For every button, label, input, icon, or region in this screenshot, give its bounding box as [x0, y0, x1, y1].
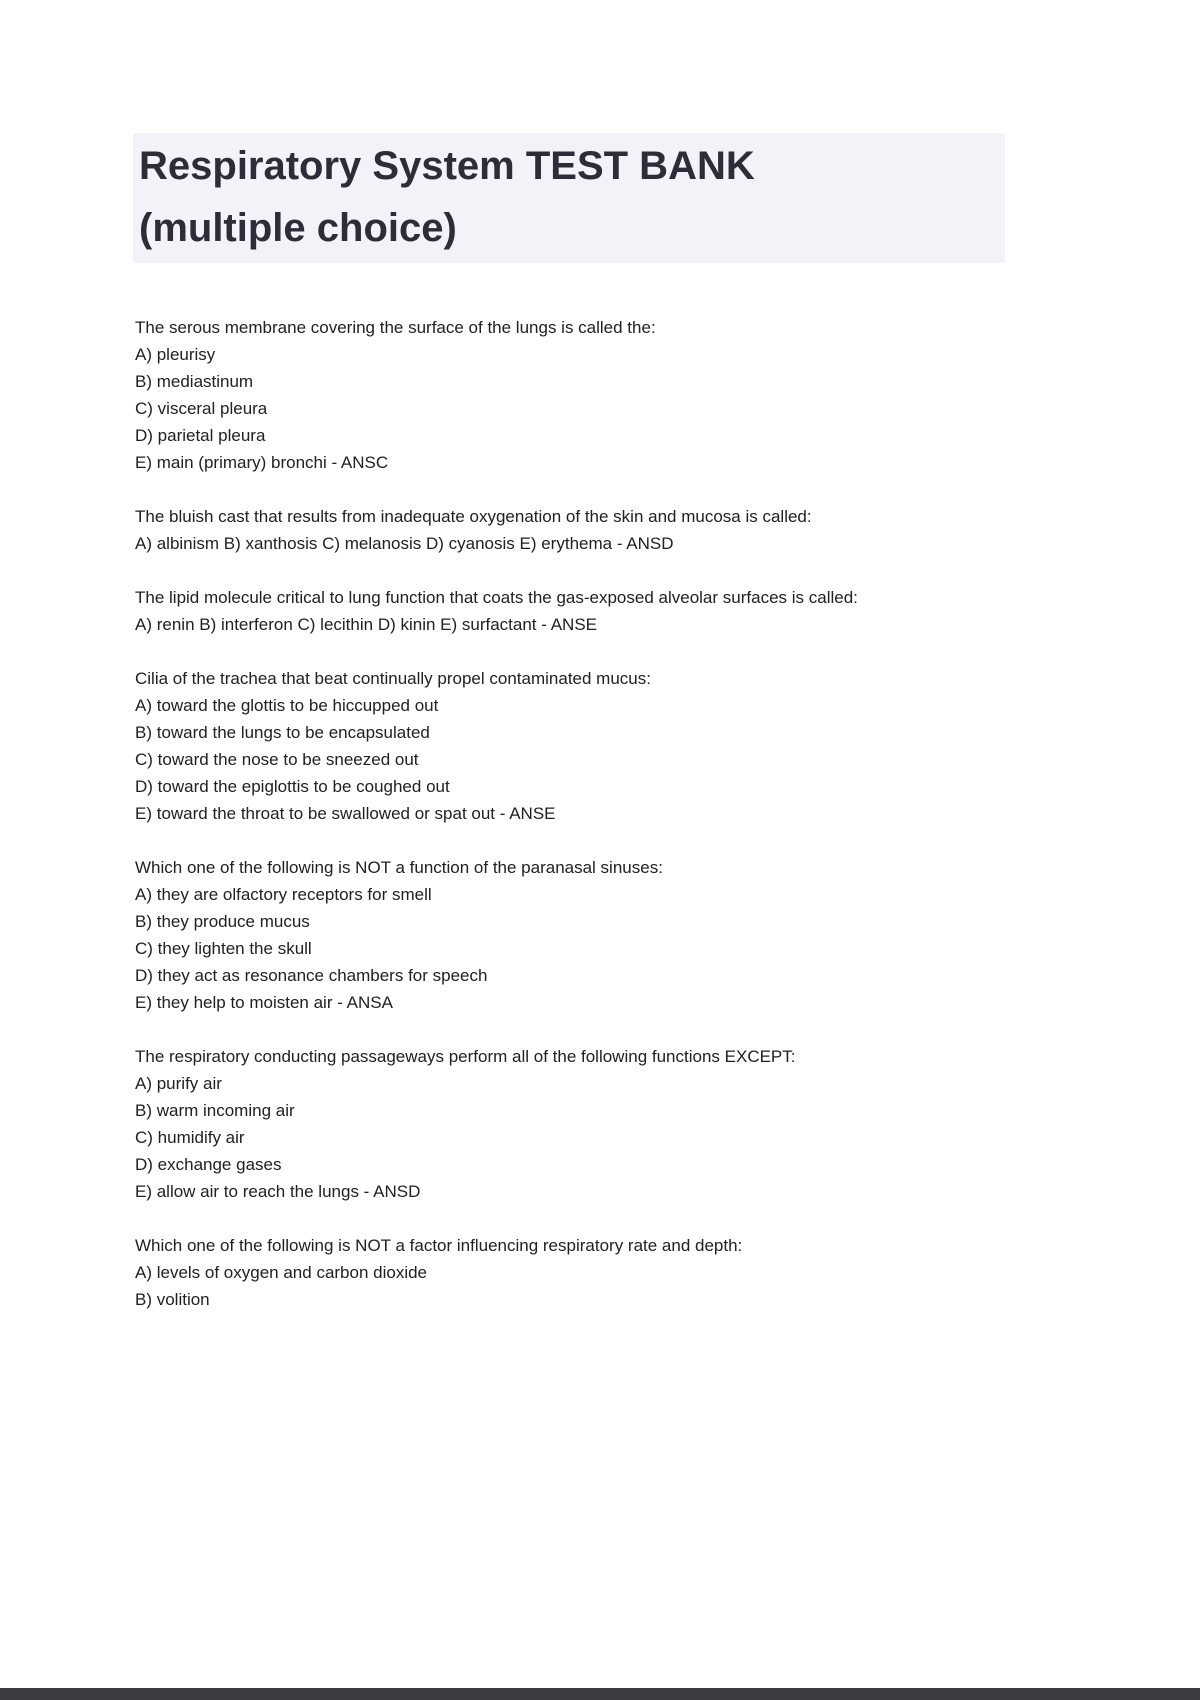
answer-option: A) pleurisy [135, 345, 216, 364]
answer-option: E) main (primary) bronchi - ANSC [135, 453, 389, 472]
answer-option: A) levels of oxygen and carbon dioxide [135, 1263, 428, 1282]
answer-option: E) toward the throat to be swallowed or spat out - ANSE [135, 804, 556, 823]
question-stem: Cilia of the trachea that beat continually propel contaminated mucus: [135, 669, 651, 688]
answer-option: E) they help to moisten air - ANSA [135, 993, 393, 1012]
answer-option: B) toward the lungs to be encapsulated [135, 723, 430, 742]
answer-option: E) allow air to reach the lungs - ANSD [135, 1182, 421, 1201]
answer-option: C) they lighten the skull [135, 939, 312, 958]
question-block [135, 854, 1065, 1016]
answer-option: B) mediastinum [135, 372, 254, 391]
question-stem: The serous membrane covering the surface of the lungs is called the: [135, 318, 656, 337]
question-block [135, 1043, 1065, 1205]
question-stem: Which one of the following is NOT a factor influencing respiratory rate and depth: [135, 1236, 743, 1255]
answer-option: C) visceral pleura [135, 399, 268, 418]
document-title-line-2: (multiple choice) [139, 206, 457, 250]
answer-option: C) toward the nose to be sneezed out [135, 750, 419, 769]
question-stem: Which one of the following is NOT a function of the paranasal sinuses: [135, 858, 663, 877]
question-block [135, 584, 1065, 638]
question-stem: The bluish cast that results from inadequate oxygenation of the skin and mucosa is called: [135, 507, 812, 526]
answer-option: C) humidify air [135, 1128, 245, 1147]
question-block [135, 314, 1065, 476]
question-block [135, 1232, 1065, 1313]
document-title-box [133, 133, 1005, 263]
answer-option: D) parietal pleura [135, 426, 266, 445]
answer-option: D) toward the epiglottis to be coughed out [135, 777, 450, 796]
answer-option: A) albinism B) xanthosis C) melanosis D) cyanosis E) erythema - ANSD [135, 534, 674, 553]
answer-option: D) they act as resonance chambers for speech [135, 966, 488, 985]
answer-option: A) they are olfactory receptors for smell [135, 885, 432, 904]
question-block [135, 503, 1065, 557]
answer-option: A) toward the glottis to be hiccupped out [135, 696, 439, 715]
question-stem: The lipid molecule critical to lung function that coats the gas-exposed alveolar surfaces is called: [135, 588, 858, 607]
questions-container [135, 314, 1065, 1340]
bottom-bar [0, 1688, 1200, 1700]
answer-option: A) purify air [135, 1074, 222, 1093]
answer-option: B) volition [135, 1290, 210, 1309]
question-stem: The respiratory conducting passageways perform all of the following functions EXCEPT: [135, 1047, 796, 1066]
answer-option: B) warm incoming air [135, 1101, 295, 1120]
answer-option: A) renin B) interferon C) lecithin D) kinin E) surfactant - ANSE [135, 615, 597, 634]
question-block [135, 665, 1065, 827]
answer-option: D) exchange gases [135, 1155, 282, 1174]
answer-option: B) they produce mucus [135, 912, 310, 931]
document-title-line-1: Respiratory System TEST BANK [139, 144, 755, 188]
